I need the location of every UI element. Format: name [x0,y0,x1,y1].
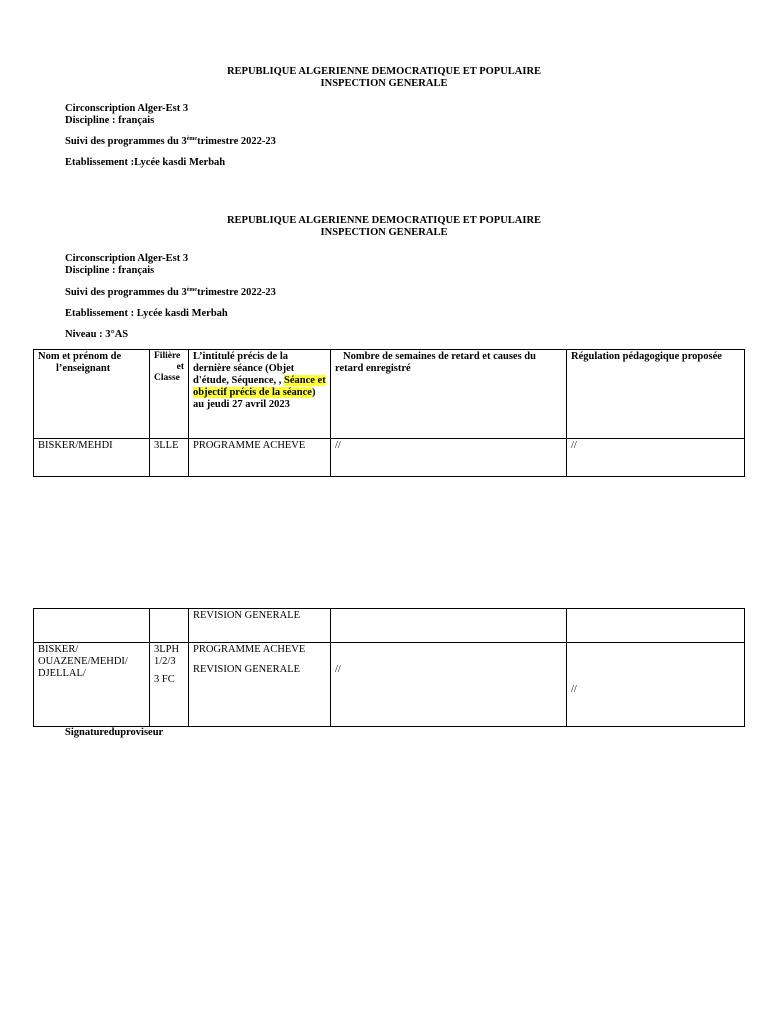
cell-classe-line2: 1/2/3 [154,656,176,667]
cell-intitule: PROGRAMME ACHEVE [189,439,331,477]
header-nom [34,350,150,439]
suivi-label [65,136,276,148]
cell-intitule-line2: REVISION GENERALE [193,664,301,675]
programme-table-continued [33,608,745,727]
cell-intitule [189,643,331,727]
header-intitule-highlight: Séance et objectif précis de la séance [193,375,326,398]
cell-regulation [567,643,745,727]
suivi-sup-2: ème [186,287,198,293]
niveau-label: Niveau : 3°AS [65,329,129,340]
suivi-suffix: trimestre 2022-23 [197,136,276,147]
etablissement-label: Etablissement :Lycée kasdi Merbah [65,157,226,168]
cell-classe: 3LLE [150,439,189,477]
signature-label: Signatureduproviseur [65,727,164,738]
cell-regulation-empty [567,609,745,643]
circonscription-label: Circonscription Alger-Est 3 [65,103,189,114]
header-nom-line1: Nom et prénom de [38,351,122,362]
cell-intitule: REVISION GENERALE [189,609,331,643]
suivi-suffix-2: trimestre 2022-23 [197,287,276,298]
suivi-prefix: Suivi des programmes du 3 [65,136,187,147]
header-intitule-part1: L’intitulé précis de la dernière séance (Objet d'étude, Séquence, , [193,351,295,386]
inspection-title: INSPECTION GENERALE [320,78,448,89]
cell-retard-text: // [335,664,341,675]
republic-title: REPUBLIQUE ALGERIENNE DEMOCRATIQUE ET POPULAIRE [226,66,542,77]
cell-nom: BISKER/ OUAZENE/MEHDI/ DJELLAL/ [34,643,150,727]
header-filiere-line3: Classe [154,373,180,383]
header-intitule-part2: ) au jeudi 27 avril 2023 [193,387,316,410]
inspection-title-2: INSPECTION GENERALE [320,227,448,238]
header-filiere-line2: et [176,362,184,372]
suivi-sup: ème [186,136,198,142]
header-nom-line2: l’enseignant [56,363,111,374]
cell-regulation-text: // [571,684,577,695]
cell-intitule-line1: PROGRAMME ACHEVE [193,644,306,655]
header-intitule [189,350,331,439]
header-retard: Nombre de semaines de retard et causes du retard enregistré [331,350,567,439]
republic-title-2: REPUBLIQUE ALGERIENNE DEMOCRATIQUE ET POPULAIRE [226,215,542,226]
cell-regulation: // [567,439,745,477]
header-filiere-line1: Filière [154,351,181,361]
discipline-label-2: Discipline : français [65,265,155,276]
table-header-row [34,350,745,439]
cell-nom: BISKER/MEHDI [34,439,150,477]
suivi-prefix-2: Suivi des programmes du 3 [65,287,187,298]
programme-table [33,349,745,477]
cell-classe-empty [150,609,189,643]
discipline-label: Discipline : français [65,115,155,126]
cell-retard [331,643,567,727]
suivi-label-2 [65,287,276,299]
circonscription-label-2: Circonscription Alger-Est 3 [65,253,189,264]
cell-retard-empty [331,609,567,643]
cell-classe-line3: 3 FC [154,674,175,685]
cell-classe-line1: 3LPH [154,644,180,655]
header-filiere [150,350,189,439]
header-regulation: Régulation pédagogique proposée [567,350,745,439]
cell-nom-empty [34,609,150,643]
cell-classe [150,643,189,727]
cell-retard: // [331,439,567,477]
etablissement-label-2: Etablissement : Lycée kasdi Merbah [65,308,228,319]
table-row [34,439,745,477]
table-row [34,643,745,727]
table-row [34,609,745,643]
